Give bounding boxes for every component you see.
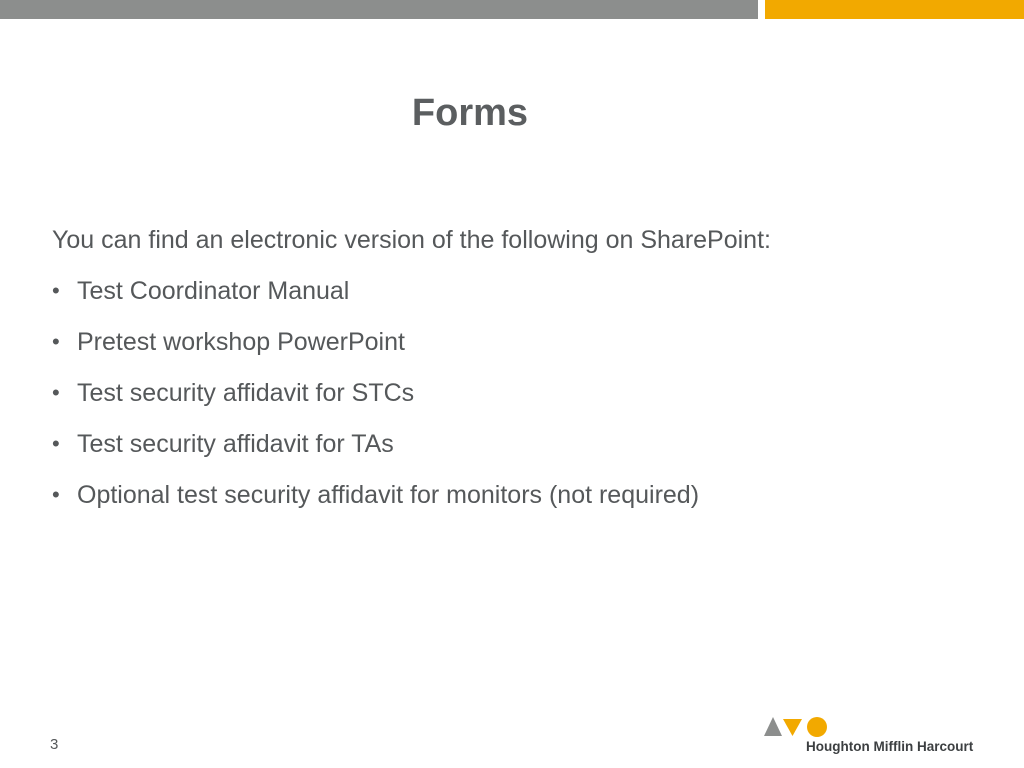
list-item: [52, 325, 992, 376]
company-logo: [764, 715, 984, 759]
bullet-icon: •: [52, 431, 60, 456]
bullet-icon: •: [52, 482, 60, 507]
triangle-circle-logo-icon: [764, 715, 830, 739]
page-title: Forms: [411, 92, 529, 134]
bullet-icon: •: [52, 329, 60, 354]
list-item: [52, 478, 992, 529]
list-item-text: Test security affidavit for TAs: [77, 430, 394, 458]
list-item-text: Pretest workshop PowerPoint: [77, 328, 405, 356]
bullet-icon: •: [52, 278, 60, 303]
page-number: 3: [50, 736, 59, 753]
list-item-text: Test Coordinator Manual: [77, 277, 350, 305]
list-item: [52, 376, 992, 427]
intro-text: You can find an electronic version of the following on SharePoint:: [52, 226, 771, 254]
top-bar-gray: [0, 0, 758, 19]
company-name: Houghton Mifflin Harcourt: [806, 739, 974, 754]
list-item: [52, 427, 992, 478]
list-item-text: Test security affidavit for STCs: [77, 379, 415, 407]
bullet-icon: •: [52, 380, 60, 405]
list-item-text: Optional test security affidavit for monitors (not required): [77, 481, 700, 509]
list-item: [52, 274, 992, 325]
top-bar-gold: [765, 0, 1024, 19]
bullet-list: [52, 274, 992, 529]
